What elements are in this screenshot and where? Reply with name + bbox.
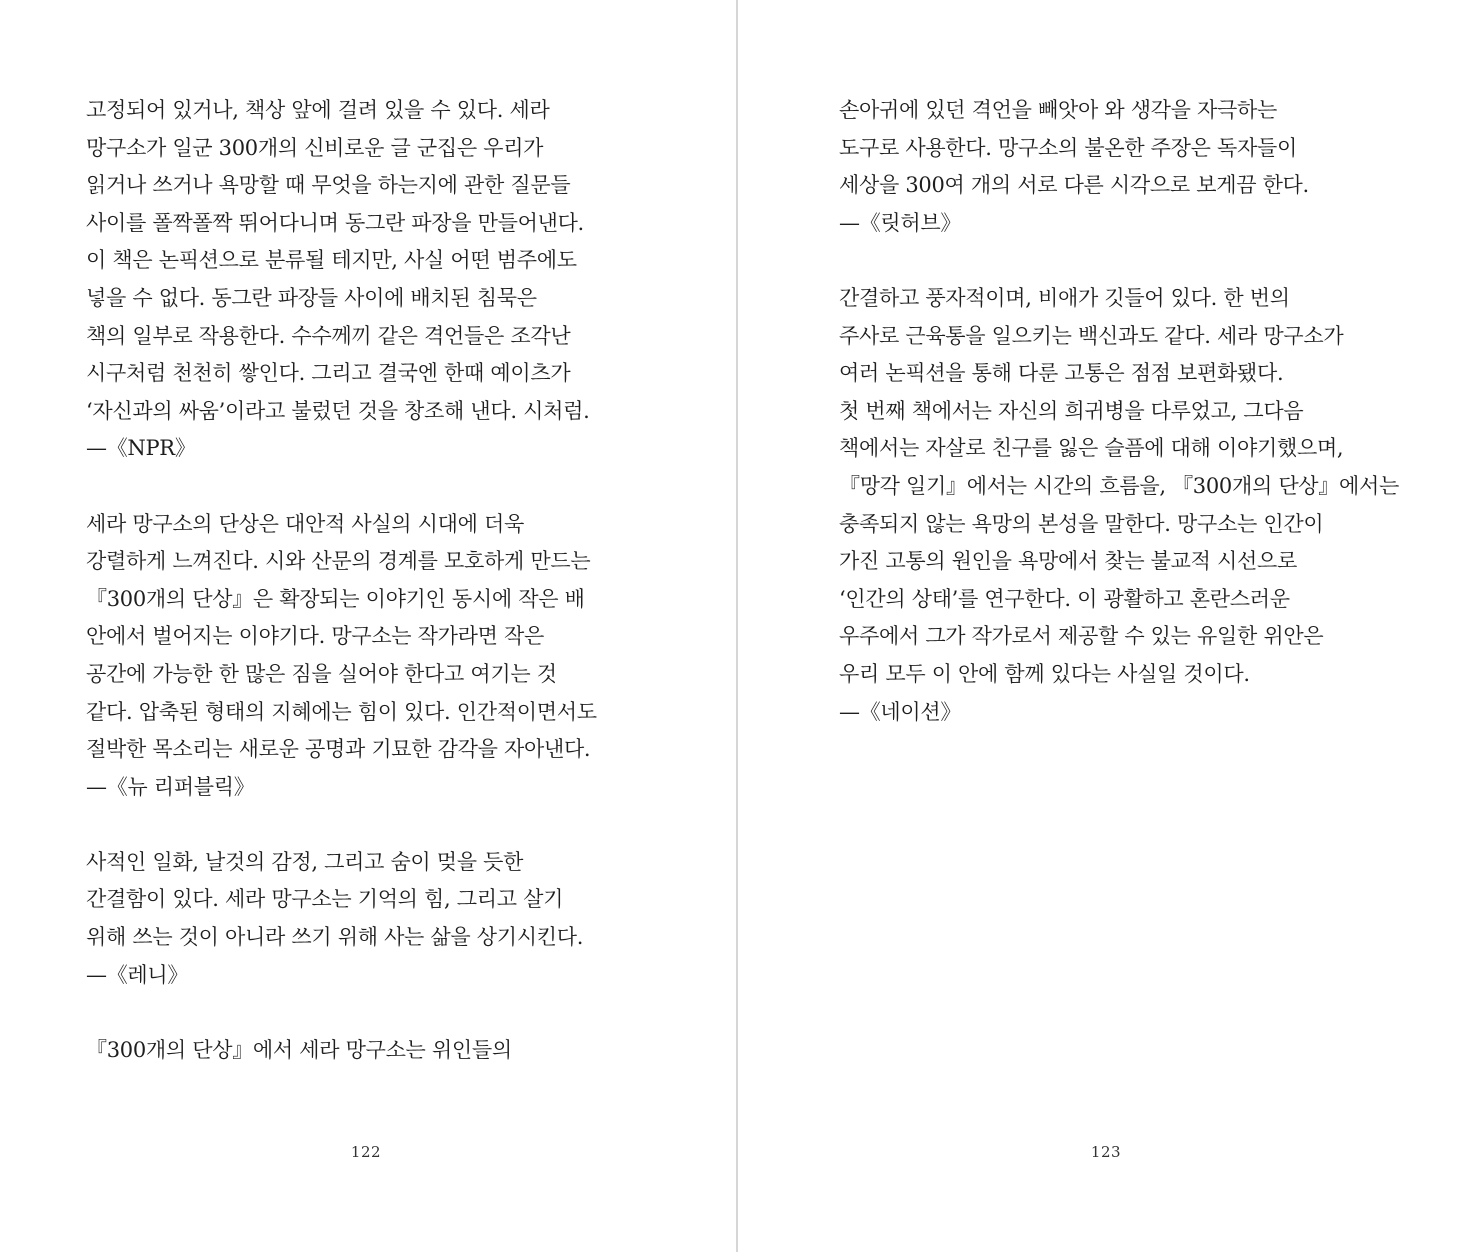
text-line: 고정되어 있거나, 책상 앞에 걸려 있을 수 있다. 세라 <box>86 98 550 122</box>
page-number-right: 123 <box>1090 1143 1122 1161</box>
text-line: 여러 논픽션을 통해 다룬 고통은 점점 보편화됐다. <box>839 361 1284 386</box>
text-line: 안에서 벌어지는 이야기다. 망구소는 작가라면 작은 <box>86 624 544 649</box>
text-line: 『망각 일기』에서는 시간의 흐름을, 『300개의 단상』에서는 <box>839 473 1399 498</box>
text-line: 사이를 폴짝폴짝 뛰어다니며 동그란 파장을 만들어낸다. <box>86 210 584 235</box>
text-line: 망구소가 일군 300개의 신비로운 글 군집은 우리가 <box>86 135 544 160</box>
left-page <box>0 0 736 1252</box>
right-page <box>738 0 1478 1252</box>
text-line: ‘자신과의 싸움’이라고 불렀던 것을 창조해 낸다. 시처럼. <box>86 398 590 423</box>
page-number-left: 122 <box>350 1143 382 1161</box>
text-line: 이 책은 논픽션으로 분류될 테지만, 사실 어떤 범주에도 <box>86 248 577 273</box>
review-source: —《릿허브》 <box>839 210 962 235</box>
paragraph-gap <box>86 468 686 506</box>
review-paragraph <box>86 844 686 994</box>
text-line: 세상을 300여 개의 서로 다른 시각으로 보게끔 한다. <box>839 173 1309 198</box>
left-page-text <box>86 92 686 1069</box>
right-page-text <box>839 92 1439 731</box>
text-line: 책에서는 자살로 친구를 잃은 슬픔에 대해 이야기했으며, <box>839 436 1344 461</box>
text-line: ‘인간의 상태’를 연구한다. 이 광활하고 혼란스러운 <box>839 586 1290 611</box>
text-line: 책의 일부로 작용한다. 수수께끼 같은 격언들은 조각난 <box>86 323 571 348</box>
text-line: 첫 번째 책에서는 자신의 희귀병을 다루었고, 그다음 <box>839 398 1304 423</box>
review-source: —《네이션》 <box>839 699 962 724</box>
text-line: 넣을 수 없다. 동그란 파장들 사이에 배치된 침묵은 <box>86 285 537 310</box>
text-line: 충족되지 않는 욕망의 본성을 말한다. 망구소는 인간이 <box>839 511 1324 536</box>
text-line: 우주에서 그가 작가로서 제공할 수 있는 유일한 위안은 <box>839 624 1324 649</box>
paragraph-gap <box>86 806 686 844</box>
text-line: 위해 쓰는 것이 아니라 쓰기 위해 사는 삶을 상기시킨다. <box>86 925 584 950</box>
text-line: 강렬하게 느껴진다. 시와 산문의 경계를 모호하게 만드는 <box>86 549 591 574</box>
text-line: 『300개의 단상』은 확장되는 이야기인 동시에 작은 배 <box>86 586 585 611</box>
text-line: 가진 고통의 원인을 욕망에서 찾는 불교적 시선으로 <box>839 549 1297 574</box>
paragraph-gap <box>86 994 686 1032</box>
review-source: —《NPR》 <box>86 436 196 461</box>
review-source: —《뉴 리퍼블릭》 <box>86 774 255 799</box>
review-source: —《레니》 <box>86 962 189 987</box>
text-line: 손아귀에 있던 격언을 빼앗아 와 생각을 자극하는 <box>839 98 1277 122</box>
review-paragraph <box>839 92 1439 242</box>
text-line: 우리 모두 이 안에 함께 있다는 사실일 것이다. <box>839 661 1250 686</box>
text-line: 절박한 목소리는 새로운 공명과 기묘한 감각을 자아낸다. <box>86 737 591 762</box>
text-line: 같다. 압축된 형태의 지혜에는 힘이 있다. 인간적이면서도 <box>86 699 597 724</box>
text-line: 도구로 사용한다. 망구소의 불온한 주장은 독자들이 <box>839 135 1297 160</box>
text-line: 세라 망구소의 단상은 대안적 사실의 시대에 더욱 <box>86 511 524 536</box>
text-line: 공간에 가능한 한 많은 짐을 실어야 한다고 여기는 것 <box>86 661 557 686</box>
review-paragraph <box>839 280 1439 731</box>
text-line: 읽거나 쓰거나 욕망할 때 무엇을 하는지에 관한 질문들 <box>86 173 571 198</box>
text-line: 『300개의 단상』에서 세라 망구소는 위인들의 <box>86 1037 512 1062</box>
text-line: 간결하고 풍자적이며, 비애가 깃들어 있다. 한 번의 <box>839 285 1290 310</box>
text-line: 사적인 일화, 날것의 감정, 그리고 숨이 멎을 듯한 <box>86 849 524 874</box>
text-line: 간결함이 있다. 세라 망구소는 기억의 힘, 그리고 살기 <box>86 887 564 912</box>
review-paragraph <box>86 92 686 468</box>
paragraph-gap <box>839 242 1439 280</box>
text-line: 주사로 근육통을 일으키는 백신과도 같다. 세라 망구소가 <box>839 323 1344 348</box>
review-paragraph <box>86 1032 686 1070</box>
text-line: 시구처럼 천천히 쌓인다. 그리고 결국엔 한때 예이츠가 <box>86 361 571 386</box>
review-paragraph <box>86 506 686 807</box>
